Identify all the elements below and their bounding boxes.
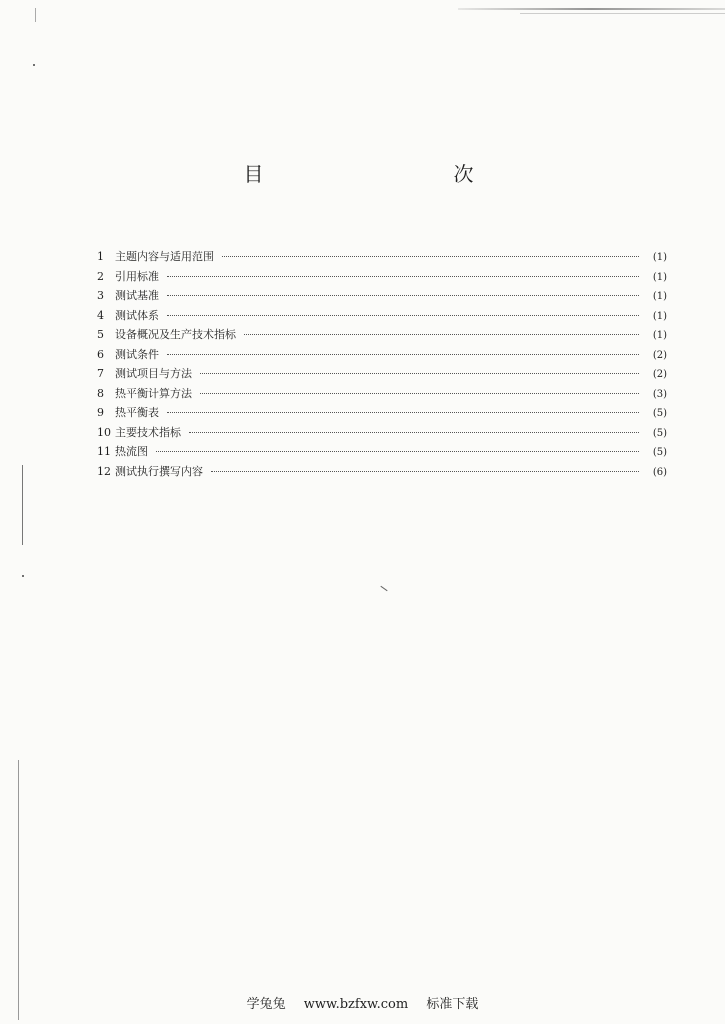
toc-entry-title: 主要技术指标 [115, 425, 181, 439]
toc-dot-leader [156, 451, 639, 452]
toc-entry-number: 6 [97, 347, 104, 361]
toc-entry[interactable] [97, 423, 667, 443]
toc-entry[interactable] [97, 364, 667, 384]
toc-entry-number: 10 [97, 425, 111, 439]
page-footer [0, 993, 725, 1012]
toc-dot-leader [211, 471, 639, 472]
toc-entry-page: (6) [652, 466, 667, 478]
toc-entry-title: 热流图 [115, 445, 148, 458]
toc-entry-page: (2) [652, 369, 667, 380]
footer-site-link[interactable]: www.bzfxw.com [303, 997, 409, 1012]
toc-entry[interactable] [97, 247, 667, 267]
toc-entry-number: 9 [97, 406, 104, 419]
toc-dot-leader [200, 393, 639, 394]
toc-dot-leader [167, 295, 639, 296]
toc-entry[interactable] [97, 325, 667, 345]
toc-dot-leader [167, 412, 639, 413]
toc-entry-title: 热平衡表 [115, 406, 159, 419]
footer-brand: 学兔兔 [246, 997, 286, 1012]
toc-entry-title: 主题内容与适用范围 [115, 250, 214, 263]
toc-entry-title: 引用标准 [115, 269, 159, 283]
toc-entry-page: (5) [652, 408, 667, 419]
toc-entry[interactable] [97, 306, 667, 326]
toc-entry-page: (5) [652, 427, 667, 439]
toc-entry[interactable] [97, 345, 667, 365]
toc-entry[interactable] [97, 286, 667, 306]
toc-entry-page: (3) [652, 388, 667, 400]
toc-dot-leader [189, 432, 639, 433]
toc-entry-number: 1 [97, 250, 104, 263]
toc-entry-number: 5 [97, 328, 104, 341]
scan-artifact-mark [18, 760, 19, 1020]
scan-artifact-line [458, 8, 725, 10]
toc-entry-number: 8 [97, 386, 104, 400]
toc-entry-number: 12 [97, 464, 111, 478]
toc-entry-page: (1) [652, 271, 667, 283]
toc-entry-page: (1) [652, 291, 667, 302]
toc-dot-leader [222, 256, 639, 257]
scan-artifact-mark [380, 586, 387, 591]
toc-dot-leader [200, 373, 639, 374]
toc-dot-leader [167, 276, 639, 277]
toc-entry-number: 11 [97, 445, 111, 458]
toc-entry-title: 设备概况及生产技术指标 [115, 328, 236, 341]
toc-entry[interactable] [97, 462, 667, 482]
toc-entry-title: 测试项目与方法 [115, 367, 192, 380]
table-of-contents [97, 247, 667, 481]
toc-entry[interactable] [97, 442, 667, 462]
toc-entry-number: 2 [97, 269, 104, 283]
toc-entry-page: (1) [652, 330, 667, 341]
toc-entry-page: (5) [652, 447, 667, 458]
toc-entry-title: 测试执行撰写内容 [115, 464, 203, 478]
toc-dot-leader [167, 354, 639, 355]
toc-entry[interactable] [97, 384, 667, 404]
toc-entry-title: 热平衡计算方法 [115, 386, 192, 400]
toc-entry[interactable] [97, 267, 667, 287]
toc-entry-page: (1) [652, 310, 667, 322]
scan-artifact-speck [33, 64, 35, 66]
page-title: 目 次 [243, 162, 524, 186]
scan-artifact-speck [22, 575, 24, 577]
toc-entry-title: 测试基准 [115, 289, 159, 302]
scan-artifact-line [520, 13, 725, 14]
toc-entry-page: (2) [652, 349, 667, 361]
scan-artifact-mark [22, 465, 23, 545]
toc-dot-leader [244, 334, 639, 335]
footer-tagline: 标准下载 [426, 997, 479, 1012]
toc-entry-title: 测试条件 [115, 347, 159, 361]
toc-entry[interactable] [97, 403, 667, 423]
toc-entry-number: 4 [97, 308, 104, 322]
toc-entry-number: 3 [97, 289, 104, 302]
toc-entry-number: 7 [97, 367, 104, 380]
scan-artifact-mark [35, 8, 36, 22]
toc-entry-page: (1) [652, 252, 667, 263]
toc-dot-leader [167, 315, 639, 316]
toc-entry-title: 测试体系 [115, 308, 159, 322]
